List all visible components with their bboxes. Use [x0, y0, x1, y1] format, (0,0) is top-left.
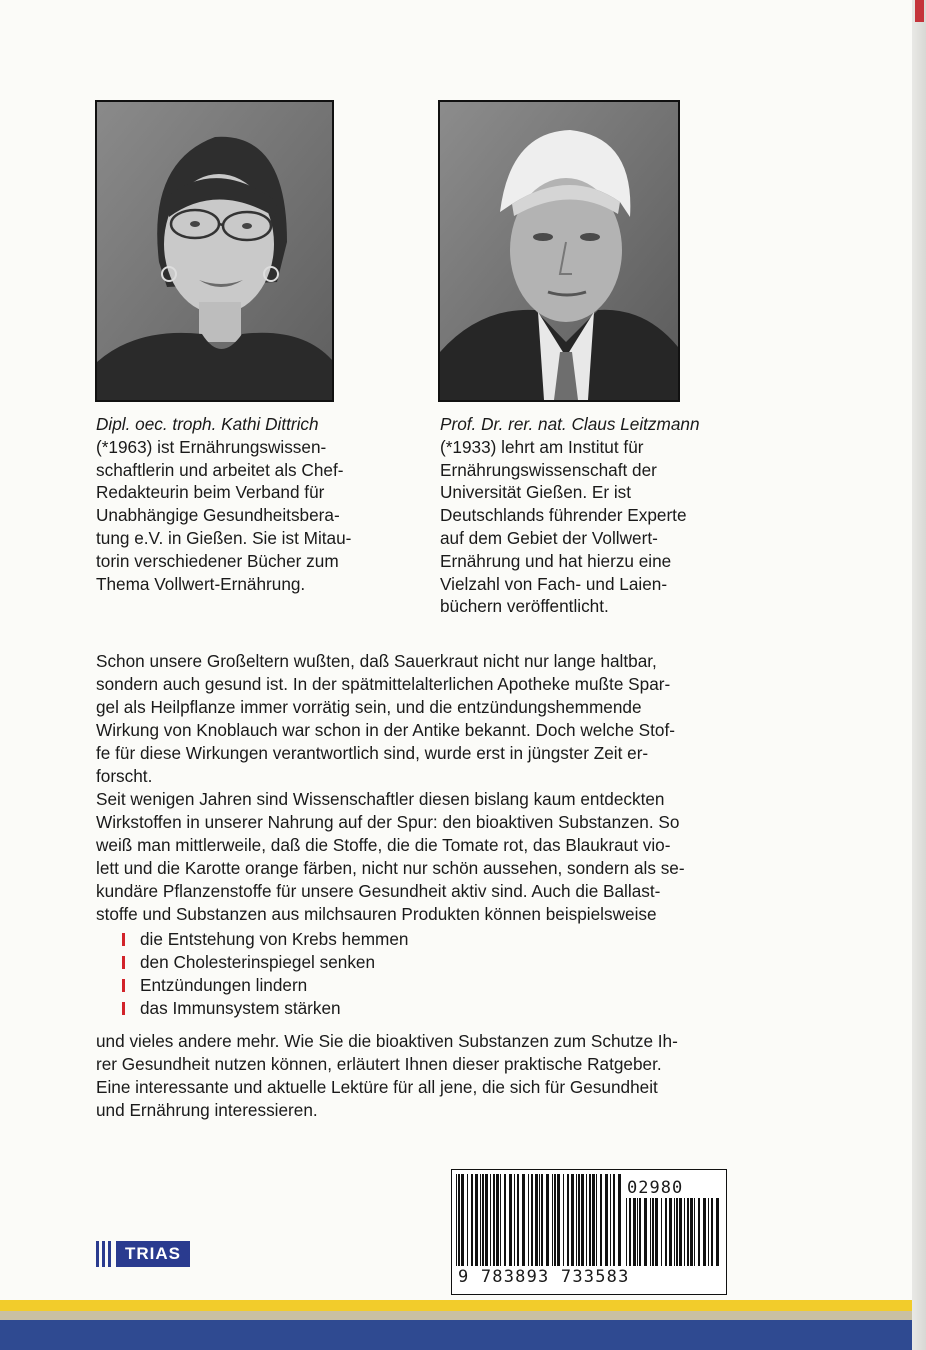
author-bio-right	[440, 413, 740, 618]
text-line: rer Gesundheit nutzen können, erläutert Ihnen dieser praktische Ratgeber.	[96, 1054, 662, 1074]
text-line: gel als Heilpflanze immer vorrätig sein, und die entzündungshemmende	[96, 697, 642, 717]
bio-line: Deutschlands führender Experte	[440, 505, 687, 526]
red-bullet-icon	[122, 979, 125, 992]
text-line: sondern auch gesund ist. In der spätmittelalterlichen Apotheke mußte Spar-	[96, 674, 671, 694]
bio-line: Ernährungswissenschaft der	[440, 459, 657, 480]
bio-line: Unabhängige Gesundheitsbera-	[96, 505, 340, 526]
red-bullet-icon	[122, 1002, 125, 1015]
list-item-text: Entzündungen lindern	[140, 975, 308, 995]
list-item-text: die Entstehung von Krebs hemmen	[140, 929, 409, 949]
bio-line: Ernährung und hat hierzu eine	[440, 550, 672, 571]
publisher-name: TRIAS	[116, 1241, 190, 1267]
text-line: Eine interessante und aktuelle Lektüre für all jene, die sich für Gesundheit	[96, 1077, 658, 1097]
list-item	[122, 997, 408, 1020]
text-line: und Ernährung interessieren.	[96, 1100, 318, 1120]
red-bullet-icon	[122, 933, 125, 946]
bio-line: Vielzahl von Fach- und Laien-	[440, 573, 668, 594]
barcode-digits: 9 783893 733583	[458, 1267, 630, 1287]
red-bullet-icon	[122, 956, 125, 969]
list-item	[122, 974, 408, 997]
bio-line: tung e.V. in Gießen. Sie ist Mitau-	[96, 527, 352, 548]
text-line: Seit wenigen Jahren sind Wissenschaftler diesen bislang kaum entdeckten	[96, 789, 665, 809]
author-bio-left	[96, 413, 396, 595]
list-item-text: das Immunsystem stärken	[140, 998, 341, 1018]
bio-line: schaftlerin und arbeitet als Chef-	[96, 459, 344, 480]
isbn-barcode	[451, 1169, 727, 1295]
stripe-blue	[0, 1320, 912, 1350]
logo-bars-icon	[96, 1241, 114, 1267]
barcode-bars	[454, 1172, 724, 1268]
bio-line: büchern veröffentlicht.	[440, 596, 609, 617]
author-name: Dipl. oec. troph. Kathi Dittrich	[96, 414, 319, 434]
text-line: Schon unsere Großeltern wußten, daß Sauerkraut nicht nur lange haltbar,	[96, 651, 657, 671]
bio-line: Redakteurin beim Verband für	[96, 482, 325, 503]
bio-line: torin verschiedener Bücher zum	[96, 550, 339, 571]
bio-line: auf dem Gebiet der Vollwert-	[440, 527, 658, 548]
list-item-text: den Cholesterinspiegel senken	[140, 952, 376, 972]
cover-edge-red-mark	[915, 0, 924, 22]
benefits-list	[122, 928, 408, 1020]
text-line: forscht.	[96, 766, 153, 786]
text-line: kundäre Pflanzenstoffe für unsere Gesundheit aktiv sind. Auch die Ballast-	[96, 881, 661, 901]
author-photo-kathi-dittrich	[95, 100, 334, 402]
author-photo-claus-leitzmann	[438, 100, 680, 402]
blurb-paragraph-2	[96, 1030, 856, 1122]
text-line: fe für diese Wirkungen verantwortlich sind, wurde erst in jüngster Zeit er-	[96, 743, 649, 763]
blurb-paragraph-1	[96, 650, 856, 926]
list-item	[122, 928, 408, 951]
bio-line: Thema Vollwert-Ernährung.	[96, 573, 306, 594]
bio-line: (*1963) ist Ernährungswissen-	[96, 436, 327, 457]
bio-line: Universität Gießen. Er ist	[440, 482, 632, 503]
text-line: und vieles andere mehr. Wie Sie die bioaktiven Substanzen zum Schutze Ih-	[96, 1031, 678, 1051]
stripe-tan	[0, 1311, 912, 1320]
text-line: stoffe und Substanzen aus milchsauren Produkten können beispielsweise	[96, 904, 657, 924]
author-name: Prof. Dr. rer. nat. Claus Leitzmann	[440, 414, 700, 434]
stripe-yellow	[0, 1300, 912, 1311]
text-line: Wirkstoffen in unserer Nahrung auf der Spur: den bioaktiven Substanzen. So	[96, 812, 680, 832]
text-line: lett und die Karotte orange färben, nicht nur schön aussehen, sondern als se-	[96, 858, 685, 878]
text-line: Wirkung von Knoblauch war schon in der Antike bekannt. Doch welche Stof-	[96, 720, 675, 740]
cover-edge	[912, 0, 926, 1350]
list-item	[122, 951, 408, 974]
barcode-addon-number: 02980	[627, 1178, 684, 1198]
bio-line: (*1933) lehrt am Institut für	[440, 436, 644, 457]
text-line: weiß man mittlerweile, daß die Stoffe, die die Tomate rot, das Blaukraut vio-	[96, 835, 671, 855]
publisher-logo	[96, 1239, 190, 1269]
